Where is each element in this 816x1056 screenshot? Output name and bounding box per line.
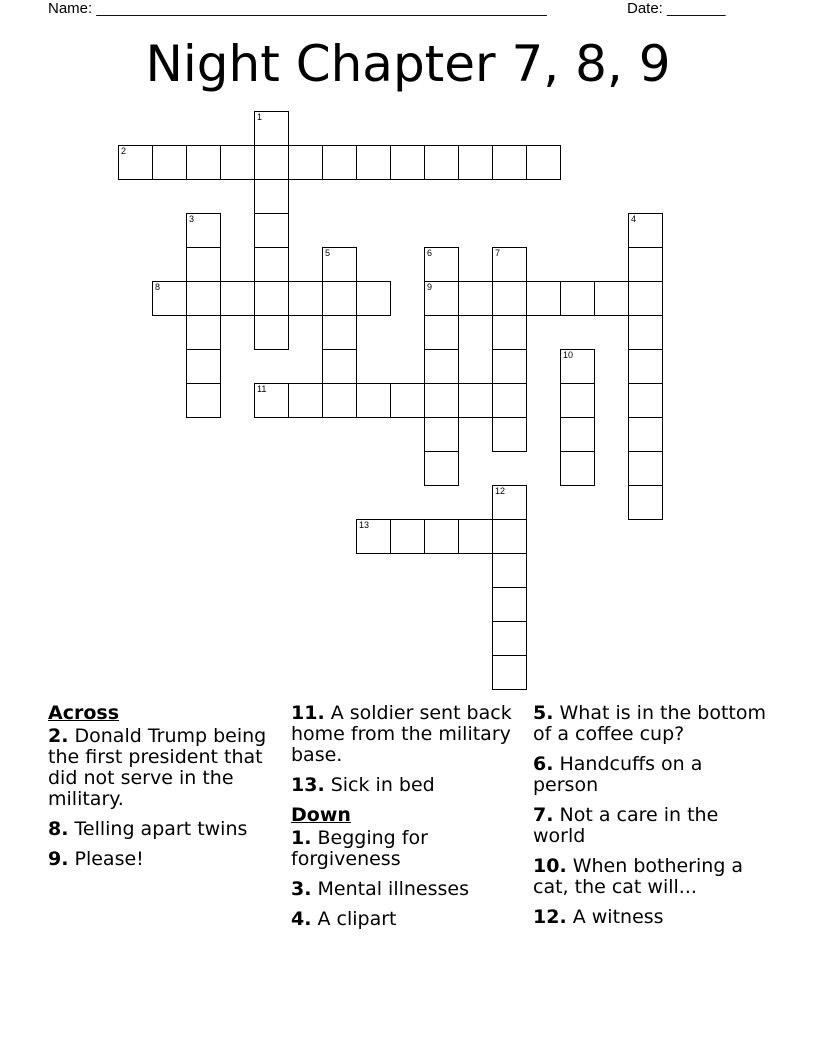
crossword-cell[interactable] [254,383,289,418]
page-title: Night Chapter 7, 8, 9 [145,35,671,93]
clue-across-8: 8. Telling apart twins [48,818,248,840]
crossword-cell[interactable] [322,281,357,316]
crossword-cell[interactable] [322,315,357,350]
crossword-cell[interactable] [254,281,289,316]
crossword-cell[interactable] [424,417,459,452]
clue-down-1: 1. Begging for forgiveness [291,827,428,870]
crossword-cell[interactable] [492,485,527,520]
crossword-cell[interactable] [254,145,289,180]
crossword-cell[interactable] [322,383,357,418]
crossword-cell[interactable] [186,281,221,316]
crossword-cell[interactable] [628,247,663,282]
crossword-cell[interactable] [186,247,221,282]
crossword-cell[interactable] [628,451,663,486]
crossword-cell[interactable] [356,281,391,316]
clue-across-11: 11. A soldier sent back home from the military base. [291,702,512,766]
clue-down-12: 12. A witness [533,906,664,928]
crossword-cell[interactable] [424,519,459,554]
clue-number: 7 [495,248,501,258]
crossword-cell[interactable] [390,519,425,554]
crossword-cell[interactable] [492,519,527,554]
crossword-cell[interactable] [288,383,323,418]
crossword-cell[interactable] [186,349,221,384]
clues-column-2 [291,703,523,939]
crossword-cell[interactable] [424,383,459,418]
clue-across-13: 13. Sick in bed [291,774,435,796]
clue-number: 12 [495,486,506,496]
clue-down-3: 3. Mental illnesses [291,878,469,900]
crossword-cell[interactable] [186,145,221,180]
crossword-cell[interactable] [424,451,459,486]
crossword-cell[interactable] [594,281,629,316]
crossword-cell[interactable] [560,281,595,316]
clue-down-5: 5. What is in the bottom of a coffee cup? [533,702,766,745]
crossword-cell[interactable] [492,553,527,588]
clue-number: 6 [427,248,433,258]
crossword-cell[interactable] [356,383,391,418]
crossword-cell[interactable] [492,145,527,180]
crossword-cell[interactable] [424,281,459,316]
crossword-cell[interactable] [424,349,459,384]
clue-number: 8 [155,282,161,292]
crossword-cell[interactable] [492,315,527,350]
clue-number: 1 [257,112,263,122]
crossword-cell[interactable] [628,485,663,520]
clue-number: 9 [427,282,433,292]
crossword-cell[interactable] [356,145,391,180]
crossword-cell[interactable] [288,281,323,316]
clue-number: 10 [563,350,574,360]
crossword-cell[interactable] [186,315,221,350]
clue-number: 4 [631,214,637,224]
crossword-cell[interactable] [458,281,493,316]
crossword-cell[interactable] [254,213,289,248]
crossword-cell[interactable] [322,349,357,384]
crossword-cell[interactable] [628,417,663,452]
crossword-cell[interactable] [560,417,595,452]
crossword-cell[interactable] [560,451,595,486]
crossword-cell[interactable] [254,111,289,146]
crossword-cell[interactable] [628,315,663,350]
clue-across-2: 2. Donald Trump being the first president that did not serve in the military. [48,725,267,810]
clue-across-9: 9. Please! [48,848,144,870]
clue-down-7: 7. Not a care in the world [533,804,719,847]
crossword-cell[interactable] [390,383,425,418]
clue-down-10: 10. When bothering a cat, the cat will... [533,855,744,898]
crossword-cell[interactable] [186,383,221,418]
clue-number: 13 [359,520,370,530]
across-heading: Across [48,702,120,724]
crossword-cell[interactable] [424,145,459,180]
crossword-cell[interactable] [458,145,493,180]
clues-column-1 [48,703,280,879]
crossword-cell[interactable] [152,281,187,316]
crossword-cell[interactable] [152,145,187,180]
crossword-cell[interactable] [356,519,391,554]
crossword-cell[interactable] [492,349,527,384]
crossword-cell[interactable] [186,213,221,248]
crossword-cell[interactable] [390,145,425,180]
crossword-cell[interactable] [526,281,561,316]
down-heading: Down [291,804,351,826]
crossword-cell[interactable] [492,655,527,690]
crossword-cell[interactable] [424,247,459,282]
clue-number: 5 [325,248,331,258]
name-field-label[interactable]: Name: ______________________________________________________ [48,0,547,17]
crossword-cell[interactable] [288,145,323,180]
clue-number: 3 [189,214,195,224]
crossword-cell[interactable] [254,247,289,282]
crossword-cell[interactable] [118,145,153,180]
crossword-cell[interactable] [458,383,493,418]
crossword-cell[interactable] [492,383,527,418]
date-field-label[interactable]: Date: _______ [627,0,726,17]
crossword-cell[interactable] [458,519,493,554]
crossword-cell[interactable] [628,213,663,248]
clue-down-4: 4. A clipart [291,908,397,930]
crossword-cell[interactable] [560,349,595,384]
clue-down-6: 6. Handcuffs on a person [533,753,703,796]
clue-number: 2 [121,146,127,156]
crossword-cell[interactable] [492,281,527,316]
clues-column-3 [533,703,773,937]
clue-number: 11 [257,384,267,394]
crossword-cell[interactable] [322,247,357,282]
crossword-cell[interactable] [628,383,663,418]
crossword-cell[interactable] [424,315,459,350]
crossword-cell[interactable] [560,383,595,418]
crossword-cell[interactable] [492,587,527,622]
crossword-cell[interactable] [628,349,663,384]
crossword-cell[interactable] [220,281,255,316]
crossword-cell[interactable] [322,145,357,180]
crossword-cell[interactable] [492,247,527,282]
crossword-cell[interactable] [628,281,663,316]
crossword-cell[interactable] [220,145,255,180]
crossword-cell[interactable] [254,179,289,214]
crossword-cell[interactable] [492,417,527,452]
crossword-cell[interactable] [526,145,561,180]
crossword-cell[interactable] [492,621,527,656]
crossword-cell[interactable] [254,315,289,350]
